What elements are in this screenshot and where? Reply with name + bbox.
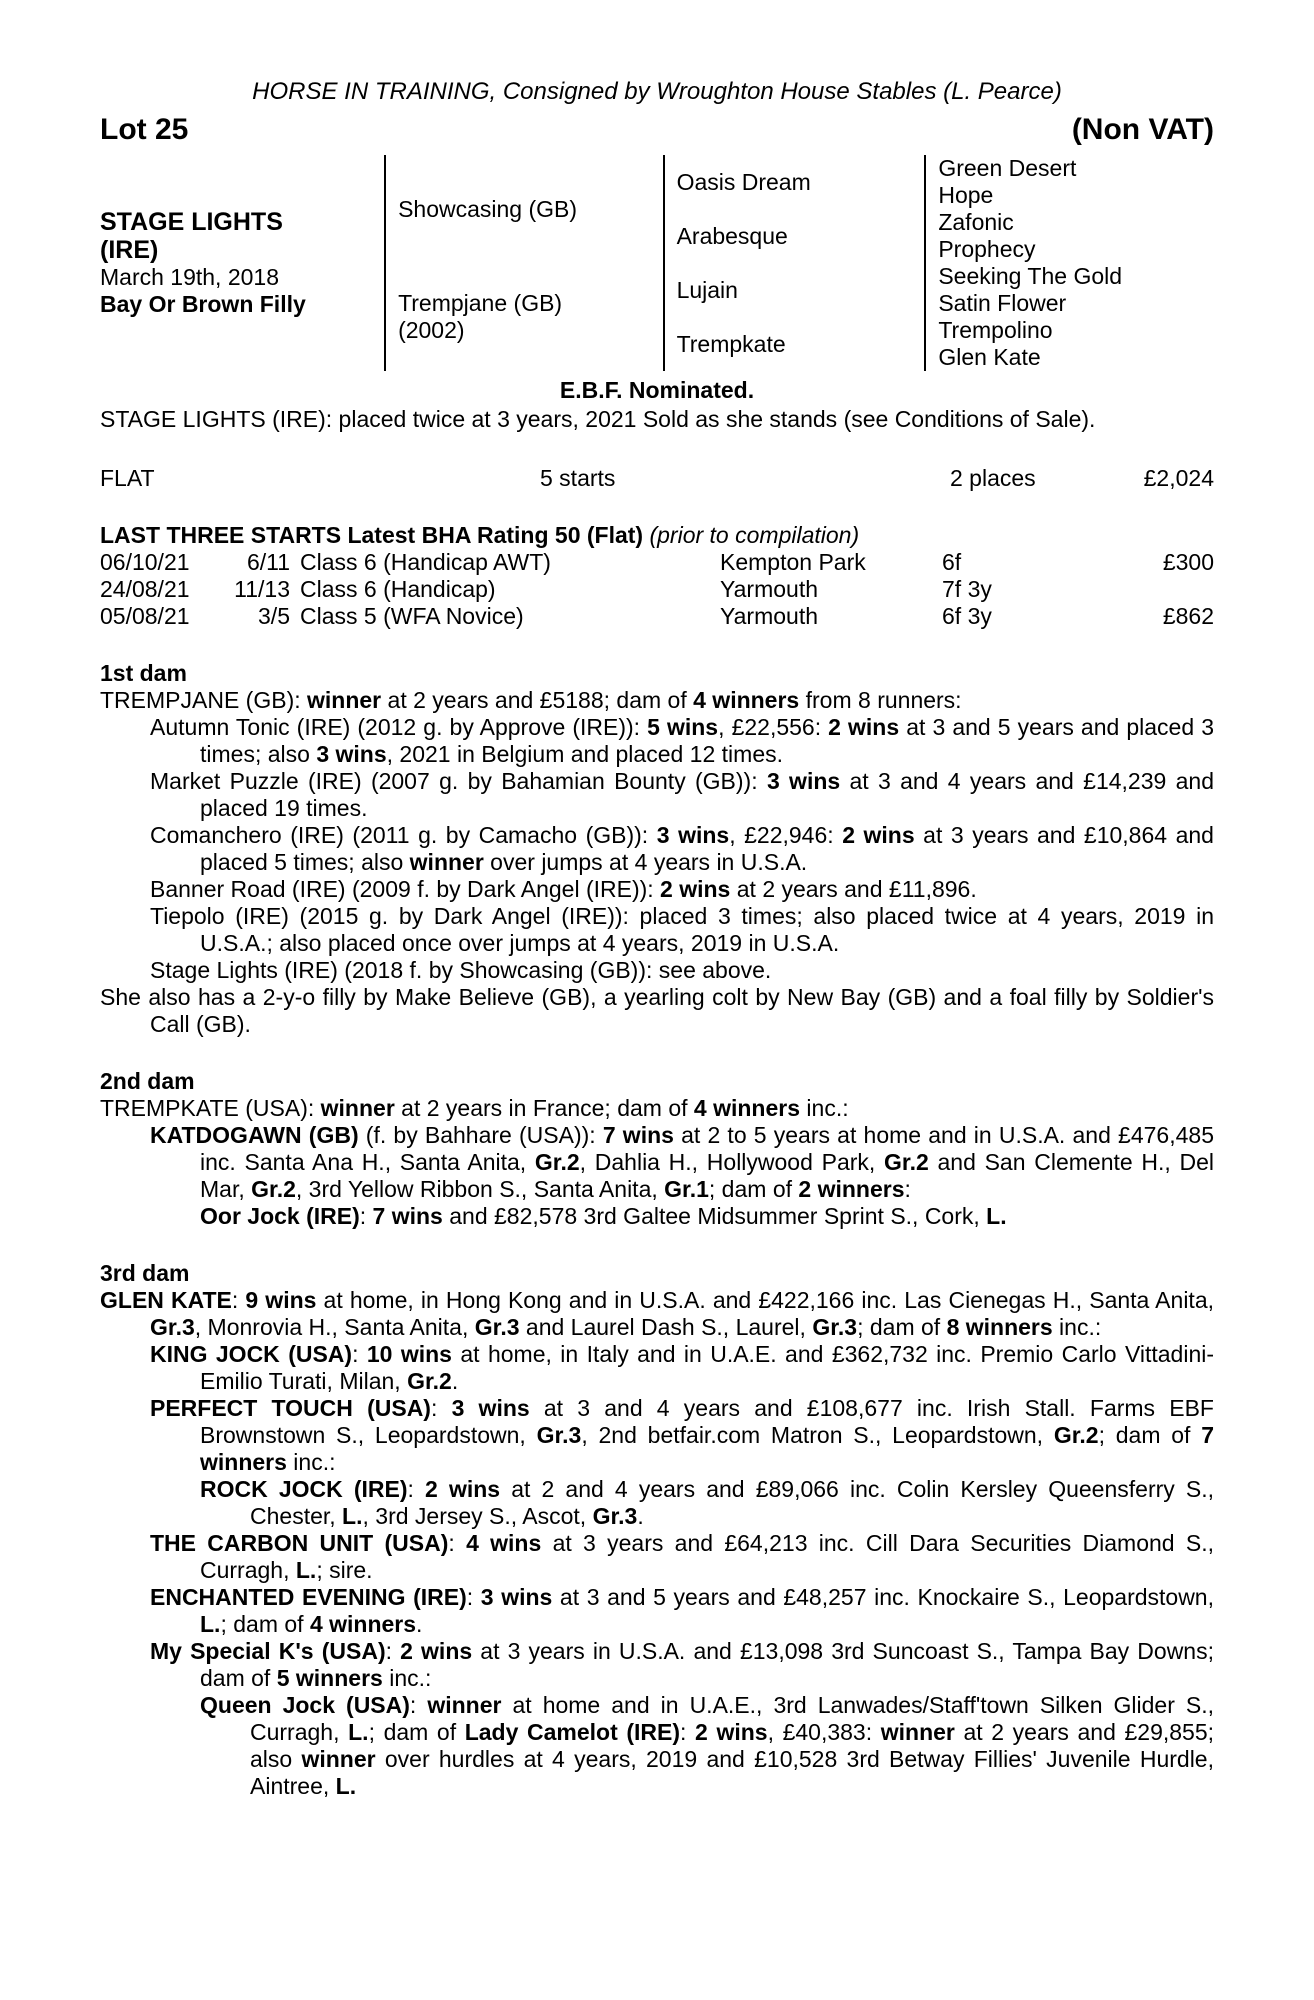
text-segment: L. (295, 1557, 317, 1583)
dam-heading: 1st dam (100, 660, 187, 686)
race-row (100, 576, 1214, 603)
dam-heading: 3rd dam (100, 1260, 190, 1286)
text-segment: 2 wins (400, 1638, 473, 1664)
text-segment: Banner Road (IRE) (2009 f. by Dark Angel (IRE)): (150, 876, 661, 902)
text-segment: Gr.2 (884, 1149, 929, 1175)
text-segment: Gr.1 (664, 1176, 709, 1202)
great-grandparent: Glen Kate (924, 344, 1214, 371)
text-segment: : (352, 1341, 367, 1367)
consignor-line: HORSE IN TRAINING, Consigned by Wroughton House Stables (L. Pearce) (252, 78, 1062, 105)
race-pos: 6/11 (246, 549, 290, 575)
text-segment: winner (880, 1719, 955, 1745)
text-segment: at 3 and 4 years and £14,239 and placed 19 times. (200, 768, 1214, 821)
text-segment: , Monrovia H., Santa Anita, (194, 1314, 475, 1340)
text-segment: Gr.2 (1053, 1422, 1099, 1448)
text-segment: at 2 years and £11,896. (730, 876, 977, 902)
text-segment: winner (320, 1095, 395, 1121)
record-starts: 5 starts (540, 465, 616, 491)
text-segment: and San Clemente H., Del Mar, (200, 1149, 1214, 1202)
race-distance: 6f (942, 549, 962, 575)
ebf-nominated-line: E.B.F. Nominated. (559, 377, 755, 403)
text-segment: L. (342, 1503, 363, 1529)
pedigree-paragraph (100, 1203, 1214, 1230)
race-race: Class 6 (Handicap) (300, 576, 496, 602)
text-segment: : (680, 1719, 696, 1745)
race-course: Kempton Park (720, 549, 866, 575)
text-segment: from 8 runners: (799, 687, 962, 713)
text-segment: 3 wins (766, 768, 841, 794)
text-segment: at home, in Hong Kong and in U.S.A. and £422,166 inc. Las Cienegas H., Santa Anita, (316, 1287, 1214, 1313)
text-segment: Gr.3 (812, 1314, 858, 1340)
text-segment: L. (335, 1773, 357, 1799)
grandsire-dam-side: Lujain (663, 263, 925, 317)
text-segment: : (448, 1530, 467, 1556)
pedigree-paragraph (100, 876, 1214, 903)
text-segment: winner (307, 687, 382, 713)
text-segment: winner (427, 1692, 502, 1718)
race-date: 05/08/21 (100, 603, 190, 629)
record-earnings: £2,024 (1143, 465, 1214, 491)
pedigree-paragraph (100, 1122, 1214, 1203)
text-segment: at 3 years and £10,864 and placed 5 times; also (200, 822, 1214, 875)
text-segment: 2 wins (842, 822, 915, 848)
race-prize: £300 (1162, 549, 1214, 575)
horse-foaled-date: March 19th, 2018 (100, 264, 280, 290)
great-grandparent: Green Desert (924, 155, 1214, 182)
last-starts-title-italic: (prior to compilation) (649, 522, 860, 548)
text-segment: 4 winners (693, 1095, 801, 1121)
pedigree-paragraph (100, 768, 1214, 822)
text-segment: THE CARBON UNIT (USA) (150, 1530, 449, 1556)
text-segment: . (451, 1368, 459, 1394)
pedigree-table (100, 155, 1214, 371)
text-segment: at home and in U.A.E., 3rd Lanwades/Staff'town Silken Glider S., Curragh, (250, 1692, 1215, 1745)
race-prize (1068, 576, 1214, 603)
text-segment: at 2 to 5 years at home and in U.S.A. and £476,485 inc. Santa Ana H., Santa Anita, (200, 1122, 1214, 1175)
text-segment: inc.: (382, 1665, 432, 1691)
horse-details (100, 155, 384, 371)
text-segment: winner (409, 849, 484, 875)
race-race: Class 5 (WFA Novice) (300, 603, 524, 629)
horse-name: STAGE LIGHTS (100, 208, 283, 236)
text-segment: at 3 and 5 years and placed 3 times; also (200, 714, 1214, 767)
text-segment: 2 wins (828, 714, 900, 740)
text-segment: ; dam of (1098, 1422, 1202, 1448)
race-record-row (100, 465, 1214, 492)
text-segment: at 3 and 4 years and £108,677 inc. Irish Stall. Farms EBF Brownstown S., Leopardstown, (200, 1395, 1214, 1448)
text-segment: : (904, 1176, 911, 1202)
text-segment: : (231, 1287, 246, 1313)
dam-year: (2002) (398, 317, 465, 343)
race-distance: 6f 3y (942, 603, 992, 629)
horse-sex-colour: Bay Or Brown Filly (100, 291, 306, 317)
race-row (100, 603, 1214, 630)
text-segment: , £40,383: (767, 1719, 881, 1745)
text-segment: ; dam of (368, 1719, 465, 1745)
race-course: Yarmouth (720, 576, 819, 602)
text-segment: Oor Jock (IRE) (200, 1203, 360, 1229)
lot-row (100, 113, 1214, 147)
pedigree-paragraph (100, 1341, 1214, 1395)
text-segment: inc.: (800, 1095, 849, 1121)
granddam-sire-side: Arabesque (663, 209, 925, 263)
great-grandparent: Prophecy (924, 236, 1214, 263)
text-segment: at 2 years and £29,855; also (250, 1719, 1215, 1772)
pedigree-paragraph (100, 957, 1214, 984)
text-segment: Gr.2 (534, 1149, 580, 1175)
text-segment: , £22,556: (718, 714, 829, 740)
text-segment: Gr.2 (251, 1176, 296, 1202)
pedigree-paragraph (100, 1530, 1214, 1584)
text-segment: inc.: (1052, 1314, 1102, 1340)
text-segment: KING JOCK (USA) (150, 1341, 353, 1367)
text-segment: , 3rd Jersey S., Ascot, (362, 1503, 593, 1529)
text-segment: Gr.3 (536, 1422, 582, 1448)
pedigree-paragraph (100, 1476, 1214, 1530)
pedigree-paragraph (100, 1584, 1214, 1638)
grandsire-sire-side: Oasis Dream (663, 155, 925, 209)
race-row (100, 549, 1214, 576)
text-segment: , 2021 in Belgium and placed 12 times. (386, 741, 783, 767)
text-segment: PERFECT TOUCH (USA) (150, 1395, 431, 1421)
pedigree-paragraph (100, 1395, 1214, 1476)
text-segment: 4 winners (693, 687, 800, 713)
last-starts-title-bold: LAST THREE STARTS Latest BHA Rating 50 (Flat) (100, 522, 644, 548)
pedigree-paragraph (100, 984, 1214, 1038)
text-segment: 7 winners (200, 1422, 1215, 1475)
record-places: 2 places (950, 465, 1036, 491)
pedigree-paragraph (100, 1287, 1214, 1341)
last-starts-rows (100, 549, 1214, 630)
granddam-dam-side: Trempkate (663, 317, 925, 371)
text-segment: at 2 and 4 years and £89,066 inc. Colin Kersley Queensferry S., Chester, (250, 1476, 1215, 1529)
pedigree-text (100, 660, 1214, 1800)
text-segment: : (466, 1584, 481, 1610)
great-grandparent: Satin Flower (924, 290, 1214, 317)
text-segment: : (430, 1395, 452, 1421)
race-distance: 7f 3y (942, 576, 992, 602)
text-segment: over hurdles at 4 years, 2019 and £10,528 3rd Betway Fillies' Juvenile Hurdle, Aintree, (250, 1746, 1214, 1799)
text-segment: at 2 years in France; dam of (394, 1095, 694, 1121)
text-segment: 2 wins (660, 876, 731, 902)
text-segment: 9 wins (245, 1287, 317, 1313)
text-segment: Comanchero (IRE) (2011 g. by Camacho (GB)): (150, 822, 657, 848)
race-prize: £862 (1162, 603, 1214, 629)
pedigree-paragraph (100, 687, 1214, 714)
text-segment: at 2 years and £5188; dam of (381, 687, 694, 713)
pedigree-paragraph (100, 1095, 1214, 1122)
text-segment: at 3 years and £64,213 inc. Cill Dara Securities Diamond S., Curragh, (200, 1530, 1214, 1583)
race-course: Yarmouth (720, 603, 819, 629)
text-segment: My Special K's (USA) (150, 1638, 386, 1664)
text-segment: 7 wins (602, 1122, 674, 1148)
text-segment: and £82,578 3rd Galtee Midsummer Sprint S., Cork, (442, 1203, 987, 1229)
text-segment: and Laurel Dash S., Laurel, (519, 1314, 813, 1340)
text-segment: , £22,946: (729, 822, 843, 848)
text-segment: ; dam of (857, 1314, 947, 1340)
text-segment: , Dahlia H., Hollywood Park, (579, 1149, 885, 1175)
great-grandparent: Hope (924, 182, 1214, 209)
text-segment: : (407, 1476, 426, 1502)
pedigree-paragraph (100, 714, 1214, 768)
text-segment: STAGE LIGHTS (IRE): placed twice at 3 years, 2021 Sold as she stands (see Conditions of Sale). (100, 406, 1096, 432)
text-segment: over jumps at 4 years in U.S.A. (483, 849, 808, 875)
text-segment: winner (301, 1746, 376, 1772)
text-segment: 5 winners (276, 1665, 383, 1691)
text-segment: . (637, 1503, 644, 1529)
text-segment: : (359, 1203, 373, 1229)
text-segment: L. (348, 1719, 369, 1745)
dam-heading: 2nd dam (100, 1068, 195, 1094)
great-grandparent: Seeking The Gold (924, 263, 1214, 290)
great-grandparent: Zafonic (924, 209, 1214, 236)
text-segment: ; dam of (220, 1611, 310, 1637)
text-segment: 2 wins (425, 1476, 501, 1502)
text-segment: 10 wins (366, 1341, 452, 1367)
text-segment: at 3 and 5 years and £48,257 inc. Knockaire S., Leopardstown, (552, 1584, 1214, 1610)
text-segment: , 3rd Yellow Ribbon S., Santa Anita, (295, 1176, 665, 1202)
text-segment: , 2nd betfair.com Matron S., Leopardstown, (581, 1422, 1054, 1448)
text-segment: Gr.3 (474, 1314, 520, 1340)
race-date: 06/10/21 (100, 549, 190, 575)
text-segment: GLEN KATE (100, 1287, 232, 1313)
text-segment: ; dam of (708, 1176, 799, 1202)
race-date: 24/08/21 (100, 576, 190, 602)
text-segment: ENCHANTED EVENING (IRE) (150, 1584, 467, 1610)
text-segment: 4 winners (309, 1611, 417, 1637)
sire-name: Showcasing (GB) (384, 155, 663, 263)
race-pos: 11/13 (234, 576, 290, 602)
record-type: FLAT (100, 465, 155, 491)
vat-status: (Non VAT) (1071, 113, 1214, 146)
text-segment: Stage Lights (IRE) (2018 f. by Showcasing (GB)): see above. (150, 957, 772, 983)
text-segment: Queen Jock (USA) (200, 1692, 410, 1718)
text-segment: Gr.3 (150, 1314, 195, 1340)
text-segment: L. (986, 1203, 1007, 1229)
race-race: Class 6 (Handicap AWT) (300, 549, 551, 575)
text-segment: Market Puzzle (IRE) (2007 g. by Bahamian Bounty (GB)): (150, 768, 767, 794)
text-segment: 3 wins (656, 822, 730, 848)
dam-name: Trempjane (GB) (398, 290, 563, 316)
pedigree-paragraph (100, 1638, 1214, 1692)
pedigree-paragraph (100, 903, 1214, 957)
text-segment: 3 wins (451, 1395, 530, 1421)
text-segment: Gr.3 (592, 1503, 638, 1529)
text-segment: 5 wins (647, 714, 719, 740)
text-segment: ; sire. (316, 1557, 373, 1583)
text-segment: Lady Camelot (IRE) (464, 1719, 681, 1745)
text-segment: L. (200, 1611, 221, 1637)
text-segment: KATDOGAWN (GB) (150, 1122, 359, 1148)
text-segment: 2 winners (798, 1176, 905, 1202)
text-segment: ROCK JOCK (IRE) (200, 1476, 408, 1502)
great-grandparent: Trempolino (924, 317, 1214, 344)
text-segment: TREMPJANE (GB): (100, 687, 308, 713)
text-segment: . (416, 1611, 423, 1637)
dam-cell (384, 263, 663, 371)
text-segment: : (409, 1692, 428, 1718)
pedigree-paragraph (100, 1692, 1214, 1800)
lot-number: Lot 25 (100, 113, 189, 146)
text-segment: Tiepolo (IRE) (2015 g. by Dark Angel (IRE)): placed 3 times; also placed twice at 4 years, 2019 in U.S.A.; also placed once over jumps at 4 years, 2019 in U.S.A. (150, 903, 1214, 956)
text-segment: (f. by Bahhare (USA)): (358, 1122, 603, 1148)
last-starts-title (100, 522, 1214, 549)
text-segment: 2 wins (695, 1719, 768, 1745)
text-segment: 3 wins (316, 741, 387, 767)
text-segment: at home, in Italy and in U.A.E. and £362,732 inc. Premio Carlo Vittadini-Emilio Turati, Milan, (200, 1341, 1215, 1394)
text-segment: She also has a 2-y-o filly by Make Believe (GB), a yearling colt by New Bay (GB) and a foal filly by Soldier's Call (GB). (100, 984, 1214, 1037)
horse-suffix: (IRE) (100, 236, 159, 264)
text-segment: 8 winners (946, 1314, 1053, 1340)
text-segment: 7 wins (372, 1203, 443, 1229)
text-segment: TREMPKATE (USA): (100, 1095, 321, 1121)
text-segment: Gr.2 (407, 1368, 452, 1394)
text-segment: 4 wins (466, 1530, 542, 1556)
race-pos: 3/5 (258, 603, 290, 629)
sale-note (100, 406, 1214, 433)
text-segment: at 3 years in U.S.A. and £13,098 3rd Suncoast S., Tampa Bay Downs; dam of (200, 1638, 1214, 1691)
text-segment: Autumn Tonic (IRE) (2012 g. by Approve (IRE)): (150, 714, 648, 740)
pedigree-paragraph (100, 822, 1214, 876)
text-segment: inc.: (286, 1449, 336, 1475)
text-segment: 3 wins (480, 1584, 553, 1610)
text-segment: : (385, 1638, 401, 1664)
